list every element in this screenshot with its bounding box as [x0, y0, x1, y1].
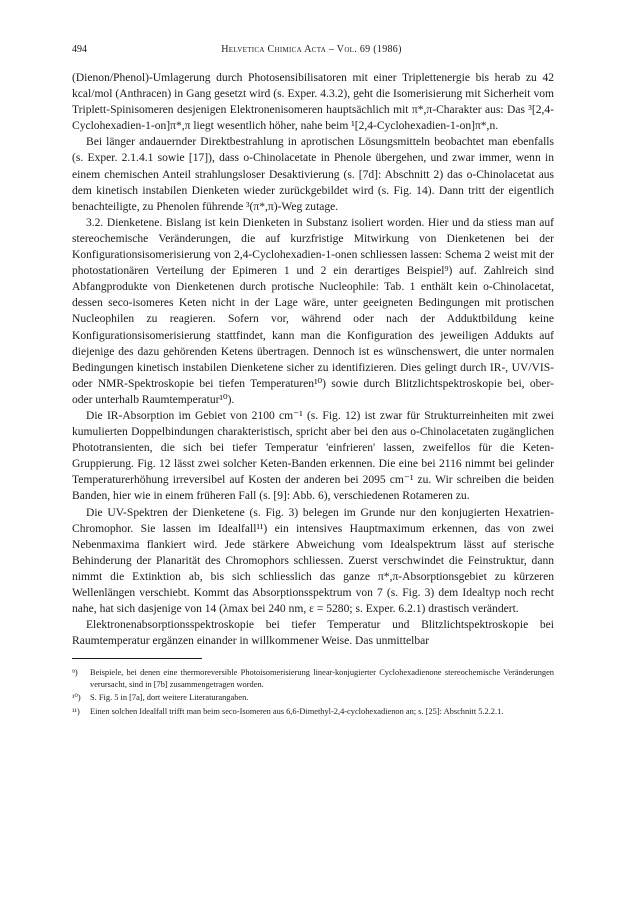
footnote-text: S. Fig. 5 in [7a], dort weitere Literaturangaben.	[90, 693, 249, 703]
paragraph: Elektronenabsorptionsspektroskopie bei tiefer Temperatur und Blitzlichtspektroskopie bei Raumtemperatur ergänzen einander in willkommener Weise. Das unmittelbar	[72, 619, 554, 648]
footnote	[72, 692, 554, 704]
footnote-mark: ¹¹)	[72, 706, 80, 716]
paragraph: (Dienon/Phenol)-Umlagerung durch Photosensibilisatoren mit einer Triplettenergie bis herab zu 42 kcal/mol (Anthracen) in Gang gesetzt wird (s. Exper. 4.3.2), geht die Isomerisierung mit Sicherheit vom Triplett-Spinisomeren desjenigen Elektronenisomeren hauptsächlich mit π*,π-Charakter aus: Das ³[2,4-Cyclohexadien-1-on]π*,π liegt wesentlich höher, nahe beim ¹[2,4-Cyclohexadien-1-on]π*,n.	[72, 72, 554, 133]
footnote	[72, 667, 554, 690]
paragraph: Bei länger andauernder Direktbestrahlung in aprotischen Lösungsmitteln beobachtet man ebenfalls (s. Exper. 2.1.4.1 sowie [17]), dass o-Chinolacetate in Phenole übergehen, und zwar immer, wenn in einem chemischen Anteil strahlungsloser Desaktivierung (s. [7d]: Abschnitt 2) das o-Chinolacetat aus dem kinetisch instabilen Dienketen wieder zurückgebildet wird (s. Fig. 14). Dann tritt der eigentlich benachteiligte, zu Phenolen führende ³(π*,π)-Weg zutage.	[72, 136, 554, 213]
footnote-divider	[72, 658, 202, 659]
footnote-mark: ⁹)	[72, 668, 78, 678]
body-text	[72, 70, 554, 649]
running-header	[72, 44, 554, 56]
footnote-text: Beispiele, bei denen eine thermoreversible Photoisomerisierung linear-konjugierter Cyclohexadienone stereochemische Veränderungen verursacht, sind in [7b] zusammengetragen worden.	[90, 668, 554, 689]
footnote-mark: ¹⁰)	[72, 693, 81, 703]
page-number: 494	[72, 44, 87, 55]
journal-title: Helvetica Chimica Acta – Vol. 69 (1986)	[221, 44, 402, 55]
paragraph: Die UV-Spektren der Dienketene (s. Fig. 3) belegen im Grunde nur den konjugierten Hexatrien-Chromophor. Sie lassen im Idealfall¹¹) ein intensives Hauptmaximum erkennen, das von zwei Nebenmaxima flankiert wird. Jede stärkere Abweichung vom Idealspektrum lässt auf sterische Behinderung der Planarität des Chromophors schliessen. Zuerst verschwindet die Feinstruktur, dann nimmt die Extinktion ab, bis sich schliesslich das ganze π*,π-Absorptionsgebiet zu kürzeren Wellenlängen verschiebt. Kommt das Absorptionsspektrum von 7 (s. Fig. 3) dem Idealtyp noch recht nahe, hat sich dasjenige von 14 (λmax bei 240 nm, ε = 5280; s. Exper. 6.2.1) drastisch verändert.	[72, 506, 554, 616]
section-paragraph: 3.2. Dienketene. Bislang ist kein Dienketen in Substanz isoliert worden. Hier und da stiess man auf stereochemische Veränderungen, die auf kurzfristige Mitwirkung von Dienketenen bei der Konfigurationsisomerisierung von 2,4-Cyclohexadien-1-onen schliessen lassen: Schema 2 weist mit der photostationären Verteilung der Epimeren 1 und 2 ein derartiges Beispiel⁹) auf. Zahlreich sind Abfangprodukte von Dienketenen durch protische Nucleophile: Tab. 1 enthält kein o-Chinolacetat, dessen seco-isomeres Keten nicht in der Lage wäre, unter geeigneten Bedingungen mit protischen Nucleophilen zu reagieren. Sofern vor, während oder nach der Adduktbildung keine Konfigurationsisomerisierung stattfindet, kann man die Konfiguration des jeweiligen Addukts auf diejenige des dazu gehörenden Ketens übertragen. Dennoch ist es wünschenswert, die unter normalen Bedingungen kinetisch instabilen Dienketene sicher zu identifizieren. Dies gelingt durch IR-, UV/VIS- oder NMR-Spektroskopie bei tiefen Temperaturen¹⁰) sowie durch Blitzlichtspektroskopie bei, ober- oder unterhalb Raumtemperatur¹⁰).	[72, 216, 554, 406]
footnotes	[72, 667, 554, 717]
paragraph: Die IR-Absorption im Gebiet von 2100 cm⁻¹ (s. Fig. 12) ist zwar für Strukturreinheiten mit zwei kumulierten Doppelbindungen charakteristisch, spricht aber bei den aus o-Chinolacetaten zugänglichen Phototransienten, die sich bei tiefer Temperatur 'einfrieren' lassen, zweifellos für die Keten-Gruppierung. Fig. 12 lässt zwei solcher Keten-Banden erkennen. Die eine bei 2116 nimmt bei gelinder Temperaturerhöhung irreversibel auf Kosten der anderen bei 2095 cm⁻¹ zu. Wir schreiben die beiden Banden, hier wie in einem früheren Fall (s. [9]: Abb. 6), verschiedenen Rotameren zu.	[72, 409, 554, 503]
document-page	[72, 44, 554, 719]
footnote	[72, 706, 554, 718]
footnote-text: Einen solchen Idealfall trifft man beim seco-Isomeren aus 6,6-Dimethyl-2,4-cyclohexadienon an; s. [25]: Abschnitt 5.2.2.1.	[90, 706, 504, 716]
